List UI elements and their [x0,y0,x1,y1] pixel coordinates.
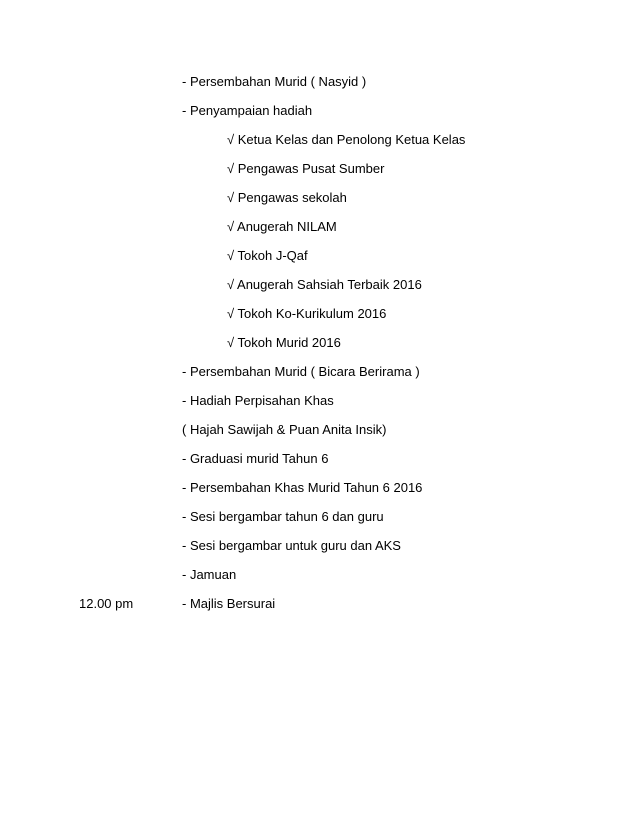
program-item: - Sesi bergambar untuk guru dan AKS [182,538,401,553]
award-item: √ Tokoh Murid 2016 [227,335,341,350]
award-item: √ Anugerah Sahsiah Terbaik 2016 [227,277,422,292]
program-item: - Persembahan Murid ( Bicara Berirama ) [182,364,420,379]
award-item: √ Tokoh J-Qaf [227,248,308,263]
program-item: - Sesi bergambar tahun 6 dan guru [182,509,384,524]
program-item: - Jamuan [182,567,237,582]
award-item: √ Pengawas Pusat Sumber [227,161,385,176]
program-item-prize-giving: - Penyampaian hadiah [182,103,313,118]
program-item-nasyid: - Persembahan Murid ( Nasyid ) [182,74,367,89]
award-item: √ Anugerah NILAM [227,219,337,234]
award-item: √ Tokoh Ko-Kurikulum 2016 [227,306,387,321]
program-item: - Graduasi murid Tahun 6 [182,451,329,466]
closing-item: - Majlis Bersurai [182,596,276,611]
closing-time: 12.00 pm [79,596,134,611]
program-item: - Persembahan Khas Murid Tahun 6 2016 [182,480,423,495]
program-item: - Hadiah Perpisahan Khas [182,393,334,408]
award-item: √ Pengawas sekolah [227,190,347,205]
award-item: √ Ketua Kelas dan Penolong Ketua Kelas [227,132,466,147]
program-item-note: ( Hajah Sawijah & Puan Anita Insik) [182,422,387,437]
